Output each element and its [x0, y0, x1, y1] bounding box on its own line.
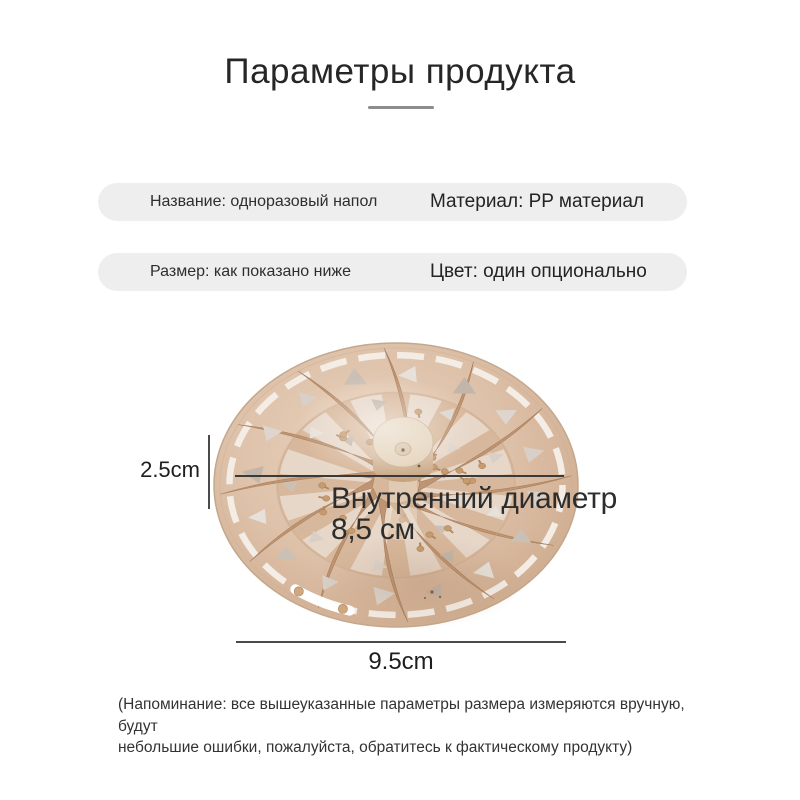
note-line-2: небольшие ошибки, пожалуйста, обратитесь к фактическому продукту) — [118, 739, 633, 756]
inner-diameter-title: Внутренний диаметр — [331, 482, 617, 515]
width-dimension-label: 9.5cm — [368, 648, 434, 675]
spec-size-label: Размер: как показано ниже — [150, 263, 351, 280]
inner-diameter-line — [235, 475, 564, 477]
page-title: Параметры продукта — [224, 52, 576, 91]
height-dimension-line — [208, 435, 210, 509]
spec-material-label: Материал: PP материал — [430, 191, 645, 212]
inner-diameter-label — [331, 483, 617, 545]
height-dimension-label: 2.5cm — [140, 457, 200, 482]
spec-name-label: Название: одноразовый напол — [150, 193, 378, 210]
spec-color-label: Цвет: один опционально — [430, 261, 647, 282]
inner-diameter-value: 8,5 см — [331, 513, 415, 546]
width-dimension-line — [236, 641, 566, 643]
note-line-1: (Напоминание: все вышеуказанные параметры размера измеряются вручную, будут — [118, 696, 685, 735]
reminder-note — [118, 694, 698, 759]
